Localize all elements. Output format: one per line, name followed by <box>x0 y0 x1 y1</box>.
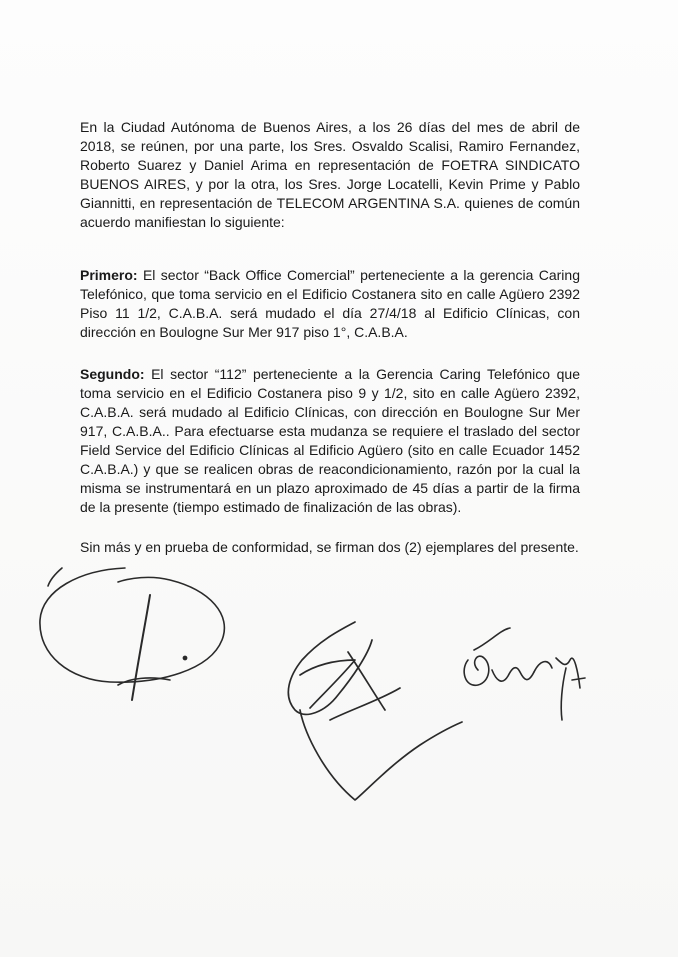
clause-segundo <box>80 365 580 517</box>
signatures-area <box>0 560 678 820</box>
clause-segundo-label: Segundo: <box>80 366 145 382</box>
clause-primero-label: Primero: <box>80 267 138 283</box>
signature-2 <box>288 622 462 800</box>
signature-3 <box>464 628 585 720</box>
closing-paragraph: Sin más y en prueba de conformidad, se firman dos (2) ejemplares del presente. <box>80 539 579 555</box>
clause-segundo-text: El sector “112” perteneciente a la Gerencia Caring Telefónico que toma servicio en el Edificio Costanera piso 9 y 1/2, sito en calle Agüero 2392, C.A.B.A. será mudado al Edificio Clínicas, con dirección en Boulogne Sur Mer 917, C.A.B.A.. Para efectuarse esta mudanza se requiere el traslado del sector Field Service del Edificio Clínicas al Edificio Agüero (sito en calle Ecuador 1452 C.A.B.A.) y que se realicen obras de reacondicionamiento, razón por la cual la misma se instrumentará en un plazo aproximado de 45 días a partir de la firma de la presente (tiempo estimado de finalización de las obras). <box>80 366 580 515</box>
intro-paragraph: En la Ciudad Autónoma de Buenos Aires, a los 26 días del mes de abril de 2018, se reúnen, por una parte, los Sres. Osvaldo Scalisi, Ramiro Fernandez, Roberto Suarez y Daniel Arima en representación de FOETRA SINDICATO BUENOS AIRES, y por la otra, los Sres. Jorge Locatelli, Kevin Prime y Pablo Giannitti, en representación de TELECOM ARGENTINA S.A. quienes de común acuerdo manifiestan lo siguiente: <box>80 119 580 230</box>
clause-primero <box>80 266 580 342</box>
clause-primero-text: El sector “Back Office Comercial” perteneciente a la gerencia Caring Telefónico, que toma servicio en el Edificio Costanera sito en calle Agüero 2392 Piso 11 1/2, C.A.B.A. será mudado el día 27/4/18 al Edificio Clínicas, con dirección en Boulogne Sur Mer 917 piso 1°, C.A.B.A. <box>80 267 580 340</box>
signature-1 <box>40 568 224 700</box>
